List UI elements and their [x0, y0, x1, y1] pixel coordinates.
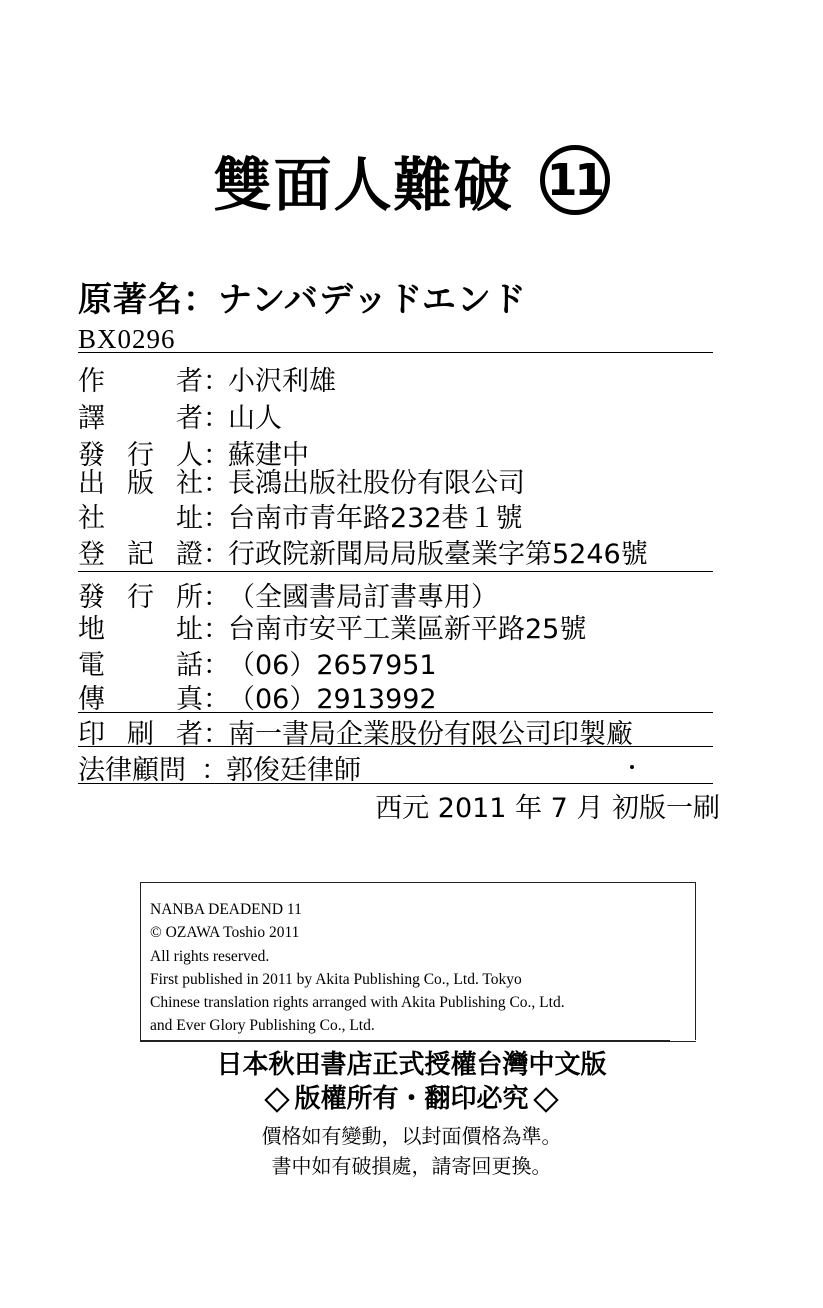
- credit-row-translator: [78, 396, 282, 434]
- copyright-line: All rights reserved.: [150, 947, 270, 965]
- colon: ：: [203, 718, 230, 750]
- credit-label: 登 記 證: [78, 538, 203, 570]
- colon: ：: [203, 538, 230, 570]
- credit-value: 行政院新聞局局版臺業字第5246號: [228, 538, 648, 570]
- damage-note: 書中如有破損處，請寄回更換。: [271, 1154, 552, 1178]
- credit-value: 蘇建中: [228, 439, 309, 471]
- printer-label: 印 刷 者: [78, 718, 203, 750]
- copyright-line: © OZAWA Toshio 2011: [150, 924, 300, 942]
- divider-legal: [78, 783, 713, 784]
- printer-row: [78, 712, 633, 750]
- original-title: 原著名：ナンバデッドエンド: [78, 280, 527, 320]
- dist-row-address: [78, 607, 586, 645]
- credit-label: 發 行 人: [78, 439, 203, 471]
- dist-value: （全國書局訂書專用）: [228, 581, 498, 613]
- dist-label: 傳 真: [78, 683, 203, 715]
- edition-date: 西元 2011 年 7 月 初版一刷: [375, 793, 720, 824]
- credit-value: 台南市青年路232巷１號: [228, 502, 523, 534]
- credit-value: 長鴻出版社股份有限公司: [228, 467, 525, 499]
- printer-value: 南一書局企業股份有限公司印製廠: [228, 718, 633, 750]
- colon: ：: [203, 649, 230, 681]
- colon: ：: [203, 467, 230, 499]
- diamond-icon: [533, 1087, 558, 1112]
- volume-number-circle: 11: [540, 145, 610, 215]
- dist-value: （06）2657951: [228, 649, 437, 681]
- colon: ：: [203, 365, 230, 397]
- copyright-box-bottom: [140, 1041, 696, 1042]
- dist-value: 台南市安平工業區新平路25號: [228, 613, 587, 645]
- credit-label: 作 者: [78, 365, 203, 397]
- credit-row-press: [78, 461, 525, 499]
- rights-reserved-text: 版權所有・翻印必究: [294, 1084, 529, 1114]
- legal-row: [78, 748, 361, 786]
- copyright-line: and Ever Glory Publishing Co., Ltd.: [150, 1017, 375, 1035]
- dist-row-fax: [78, 677, 437, 715]
- dist-label: 地 址: [78, 613, 203, 645]
- credit-row-author: [78, 359, 336, 397]
- price-note: 價格如有變動，以封面價格為準。: [261, 1124, 562, 1148]
- colon: ：: [201, 754, 228, 786]
- credit-value: 小沢利雄: [228, 365, 336, 397]
- authorization-line: 日本秋田書店正式授權台灣中文版: [216, 1050, 607, 1080]
- colon: ：: [203, 439, 230, 471]
- copyright-line: Chinese translation rights arranged with Akita Publishing Co., Ltd.: [150, 994, 565, 1012]
- rights-reserved-line: [0, 1078, 823, 1115]
- dist-label: 電 話: [78, 649, 203, 681]
- credit-label: 社 址: [78, 502, 203, 534]
- copyright-line: NANBA DEADEND 11: [150, 901, 302, 918]
- stray-dot: [630, 765, 634, 769]
- divider-credits: [78, 571, 713, 572]
- colon: ：: [203, 683, 230, 715]
- dist-value: （06）2913992: [228, 683, 437, 715]
- colon: ：: [203, 402, 230, 434]
- book-title-text: 雙面人難破: [213, 151, 514, 219]
- credit-row-registration: [78, 532, 648, 570]
- copyright-box-right: [695, 882, 696, 1040]
- legal-value: 郭俊廷律師: [226, 754, 361, 786]
- divider-top: [78, 352, 713, 353]
- book-code: BX0296: [78, 324, 176, 354]
- colon: ：: [203, 613, 230, 645]
- credit-row-address: [78, 496, 523, 534]
- dist-label: 發 行 所: [78, 581, 203, 613]
- credit-label: 譯 者: [78, 402, 203, 434]
- colon: ：: [203, 581, 230, 613]
- colon: ：: [203, 502, 230, 534]
- diamond-icon: [265, 1087, 290, 1112]
- copyright-line: First published in 2011 by Akita Publishing Co., Ltd. Tokyo: [150, 970, 522, 988]
- credit-value: 山人: [228, 402, 282, 434]
- book-title: [0, 140, 823, 220]
- credit-label: 出 版 社: [78, 467, 203, 499]
- copyright-text: [150, 898, 565, 1038]
- legal-label: 法律顧問: [78, 754, 186, 786]
- dist-row-phone: [78, 643, 437, 681]
